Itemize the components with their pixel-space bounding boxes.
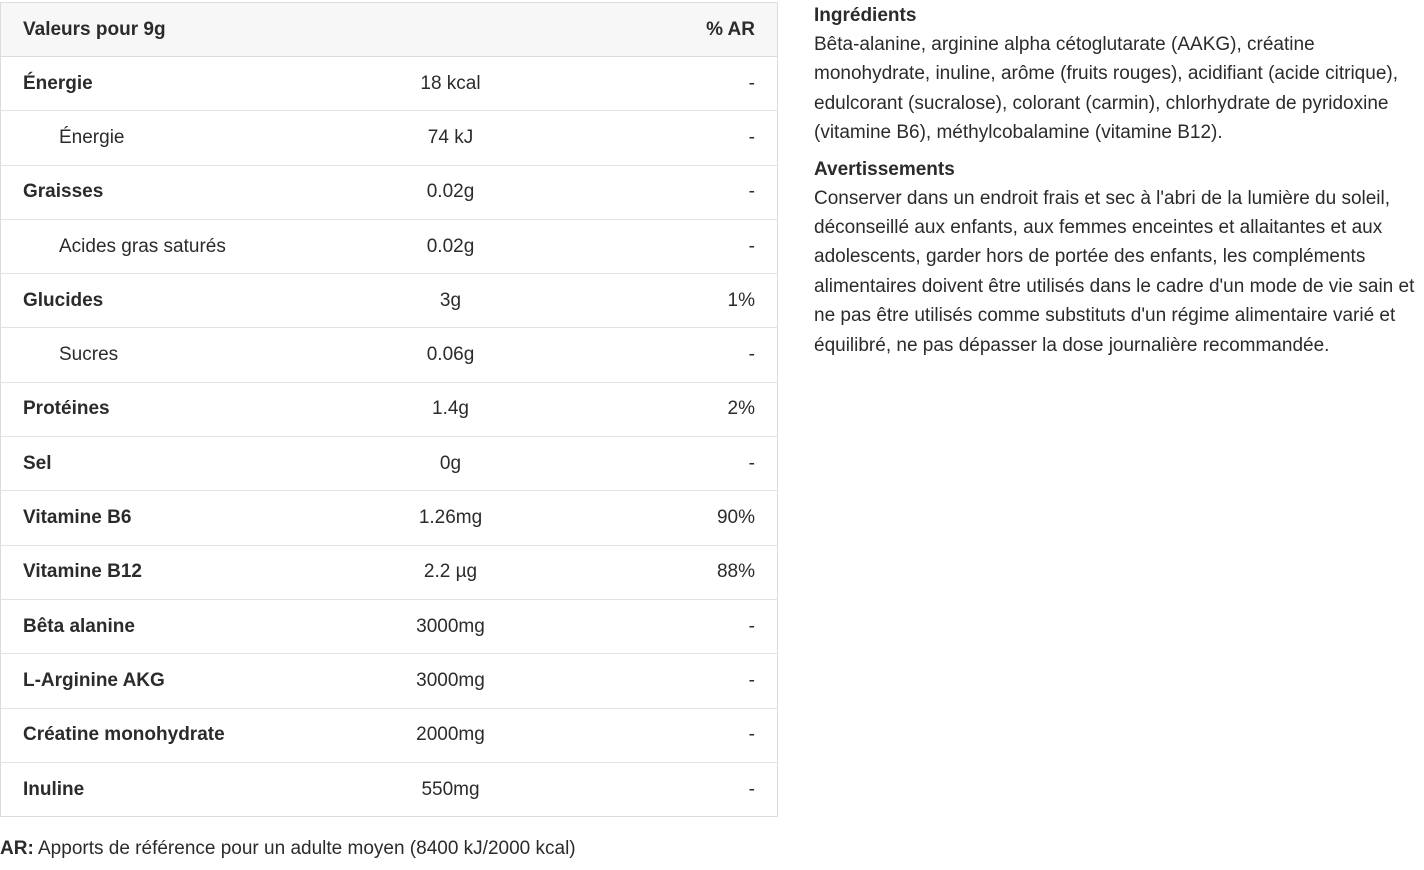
nutrient-name: Sucres xyxy=(59,344,119,366)
table-row xyxy=(1,328,778,382)
nutrient-name: Inuline xyxy=(23,778,85,800)
nutrient-value: 18 kcal xyxy=(420,72,481,94)
table-row xyxy=(1,274,778,328)
nutrient-ar: - xyxy=(748,724,755,746)
table-row xyxy=(1,111,778,165)
nutrient-name: Vitamine B12 xyxy=(23,561,142,583)
header-row xyxy=(1,3,778,57)
table-row xyxy=(1,762,778,816)
warnings-text: Conserver dans un endroit frais et sec à l'abri de la lumière du soleil, déconseillé aux enfants, aux femmes enceintes et allaitantes et aux adolescents, garder hors de portée des enfants, les compléments alimentaires doivent être utilisés dans le cadre d'un mode de vie sain et ne pas être utilisés comme substituts d'un régime alimentaire varié et équilibré, ne pas dépasser la dose journalière recommandée. xyxy=(814,187,1415,356)
nutrient-name: Créatine monohydrate xyxy=(23,724,225,746)
nutrient-name: L-Arginine AKG xyxy=(23,669,165,691)
nutrient-name: Bêta alanine xyxy=(23,615,135,637)
nutrient-ar: - xyxy=(748,235,755,257)
header-ar: % AR xyxy=(601,3,778,57)
nutrient-value: 0.02g xyxy=(426,181,475,203)
nutrient-ar: - xyxy=(748,126,755,148)
nutrient-value: 3000mg xyxy=(416,669,485,691)
table-row xyxy=(1,219,778,273)
nutrient-name: Glucides xyxy=(23,289,104,311)
nutrient-ar: - xyxy=(748,344,755,366)
nutrient-value: 3g xyxy=(439,289,462,311)
nutrient-name: Énergie xyxy=(23,72,93,94)
nutrient-ar: - xyxy=(748,72,755,94)
nutrient-ar: 90% xyxy=(716,507,755,529)
nutrient-value: 550mg xyxy=(421,778,480,800)
nutrient-ar: - xyxy=(748,615,755,637)
nutrient-value: 1.4g xyxy=(432,398,469,420)
nutrient-name: Énergie xyxy=(59,126,125,148)
table-row xyxy=(1,57,778,111)
ar-footnote xyxy=(0,838,576,860)
nutrient-name: Protéines xyxy=(23,398,110,420)
nutrient-ar: - xyxy=(748,452,755,474)
nutrition-table-header xyxy=(1,3,778,57)
ingredients-text: Bêta-alanine, arginine alpha cétoglutarate (AAKG), créatine monohydrate, inuline, arôme (fruits rouges), acidifiant (acide citrique), edulcorant (sucralose), colorant (carmin), chlorhydrate de pyridoxine (vitamine B6), méthylcobalamine (vitamine B12). xyxy=(814,34,1398,144)
table-row xyxy=(1,545,778,599)
nutrition-table-container xyxy=(0,2,778,817)
warnings-title: Avertissements xyxy=(814,158,955,180)
nutrient-value: 2000mg xyxy=(416,724,485,746)
nutrient-value: 1.26mg xyxy=(418,507,483,529)
table-row xyxy=(1,654,778,708)
nutrient-name: Vitamine B6 xyxy=(23,507,132,529)
nutrient-name: Acides gras saturés xyxy=(59,235,226,257)
nutrient-ar: - xyxy=(748,778,755,800)
nutrient-value: 74 kJ xyxy=(427,126,474,148)
header-value xyxy=(301,3,601,57)
ingredients-title: Ingrédients xyxy=(814,5,917,26)
footnote-label: AR: xyxy=(0,838,34,859)
table-row xyxy=(1,491,778,545)
table-row xyxy=(1,708,778,762)
nutrient-name: Graisses xyxy=(23,181,104,203)
footnote-text: Apports de référence pour un adulte moyen (8400 kJ/2000 kcal) xyxy=(33,838,576,859)
nutrient-value: 0g xyxy=(439,452,462,474)
warnings-section xyxy=(814,158,1418,360)
table-row xyxy=(1,599,778,653)
nutrient-ar: 88% xyxy=(716,561,755,583)
table-row xyxy=(1,382,778,436)
header-name: Valeurs pour 9g xyxy=(1,3,301,57)
nutrient-value: 0.06g xyxy=(426,344,475,366)
nutrient-value: 2.2 µg xyxy=(423,561,478,583)
ingredients-section xyxy=(814,4,1418,148)
nutrition-table-body xyxy=(1,57,778,817)
nutrient-ar: 2% xyxy=(727,398,755,420)
product-info xyxy=(814,4,1418,370)
nutrient-ar: - xyxy=(748,181,755,203)
nutrient-ar: 1% xyxy=(727,289,755,311)
nutrition-table xyxy=(0,2,778,817)
nutrient-value: 0.02g xyxy=(426,235,475,257)
nutrient-name: Sel xyxy=(23,452,52,474)
nutrient-value: 3000mg xyxy=(416,615,485,637)
table-row xyxy=(1,437,778,491)
table-row xyxy=(1,165,778,219)
nutrient-ar: - xyxy=(748,669,755,691)
